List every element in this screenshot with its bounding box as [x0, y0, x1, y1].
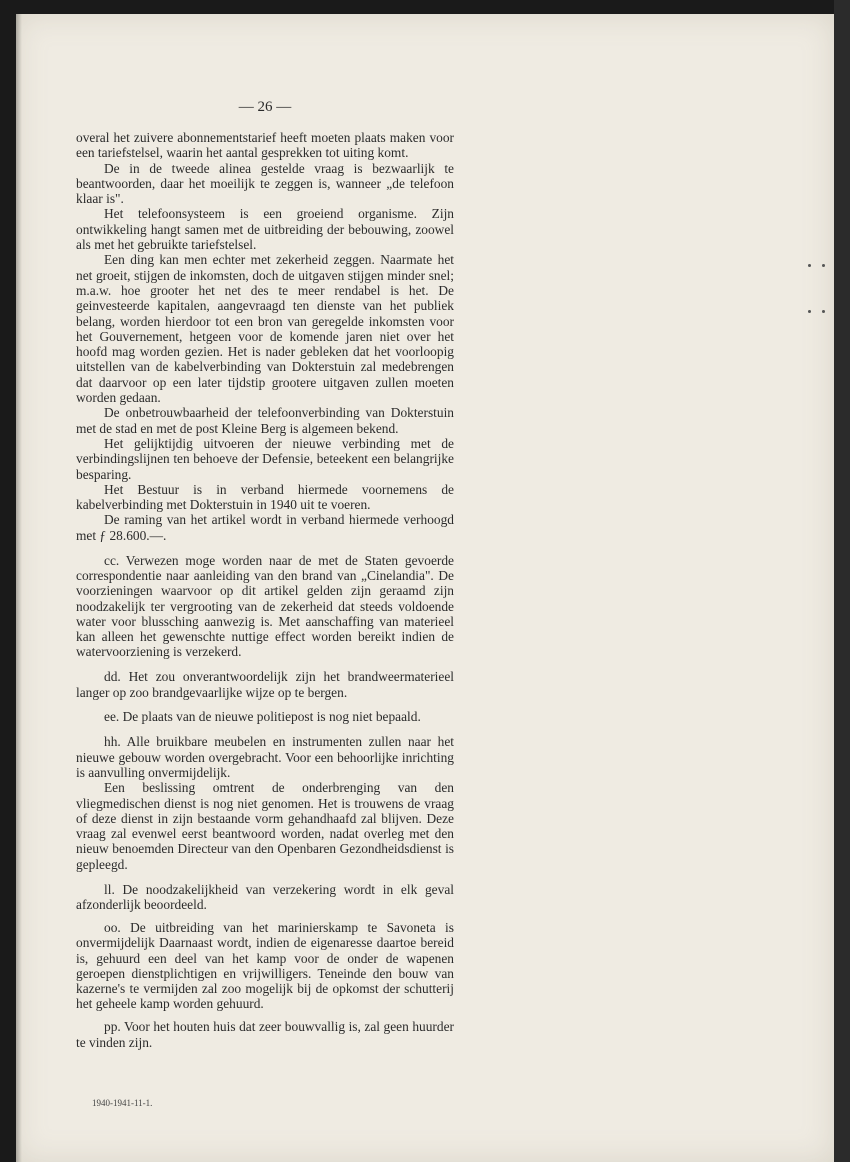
paragraph: cc. Verwezen moge worden naar de met de Staten gevoerde correspondentie naar aanleiding van den brand van „Cinelandia". De voorzieningen waarvoor op dit artikel gelden zijn geraamd zijn noodzakelijk ter vergrooting van de zekerheid dat steeds voldoende water voor blussching aanwezig is. Met aanschaffing van materieel kan alleen het gewenschte nuttige effect worden bereikt indien de watervoorziening is verzekerd.	[76, 552, 454, 660]
paragraph: Het gelijktijdig uitvoeren der nieuwe verbinding met de verbindingslijnen ten behoeve der Defensie, beteekent een belangrijke besparing.	[76, 435, 454, 482]
paragraph: ee. De plaats van de nieuwe politiepost is nog niet bepaald.	[104, 709, 421, 725]
paragraph: hh. Alle bruikbare meubelen en instrumenten zullen naar het nieuwe gebouw worden overgebracht. Voor een behoorlijke inrichting is aanvulling onvermijdelijk.	[76, 734, 454, 780]
paragraph: overal het zuivere abonnementstarief heeft moeten plaats maken voor een tariefstelsel, waarin het aantal gesprekken tot uiting komt.	[76, 130, 454, 161]
paragraph: Het Bestuur is in verband hiermede voornemens de kabelverbinding met Dokterstuin in 1940 uit te voeren.	[76, 481, 454, 513]
paragraph: dd. Het zou onverantwoordelijk zijn het brandweermaterieel langer op zoo brandgevaarlijke wijze op te bergen.	[76, 669, 454, 700]
paragraph: De onbetrouwbaarheid der telefoonverbinding van Dokterstuin met de stad en met de post Kleine Berg is algemeen bekend.	[76, 405, 454, 436]
scan-right-edge	[834, 0, 850, 1162]
paragraph: Een ding kan men echter met zekerheid zeggen. Naarmate het net groeit, stijgen de inkomsten, doch de uitgaven stijgen minder snel; m.a.w. hoe grooter het net des te meer rendabel is het. De geinvesteerde kapitalen, aangevraagd ten dienste van het publiek belang, worden hierdoor tot een bron van geregelde inkomsten voor het Gouvernement, hetgeen voor de komende jaren niet over het hoofd mag worden gezien. Het is nader gebleken dat het voorloopig uitstellen van de kabelverbinding van Dokterstuin zal medebrengen dat daarvoor op een later tijdstip grootere uitgaven zullen moeten worden gedaan.	[76, 252, 454, 406]
paragraph: Het telefoonsysteem is een groeiend organisme. Zijn ontwikkeling hangt samen met de uitbreiding der bebouwing, zoowel als met het gebruikte tariefstelsel.	[76, 206, 454, 253]
paper-edge-shadow	[16, 14, 22, 1162]
paragraph: pp. Voor het houten huis dat zeer bouwvallig is, zal geen huurder te vinden zijn.	[76, 1019, 454, 1050]
binding-hole-mark	[808, 264, 811, 267]
binding-hole-mark	[822, 264, 825, 267]
page-number: — 26 —	[238, 99, 292, 115]
footer-code: 1940-1941-11-1.	[92, 1098, 153, 1108]
paragraph: De in de tweede alinea gestelde vraag is bezwaarlijk te beantwoorden, daar het moeilijk te zeggen is, wanneer „de telefoon klaar is".	[76, 160, 454, 207]
paragraph: Een beslissing omtrent de onderbrenging van den vliegmedischen dienst is nog niet genomen. Het is trouwens de vraag of deze dienst in zijn bestaande vorm gehandhaafd zal blijven. Deze vraag zal evenwel eerst beantwoord worden, nadat overleg met den nieuw benoemden Directeur van den Openbaren Gezondheidsdienst is gepleegd.	[76, 780, 454, 872]
body-text	[76, 130, 454, 1050]
binding-hole-mark	[822, 310, 825, 313]
paragraph: oo. De uitbreiding van het marinierskamp te Savoneta is onvermijdelijk Daarnaast wordt, indien de eigenaresse daartoe bereid is, gehuurd een deel van het kamp voor de onder de wapenen geroepen dienstplichtigen en vrijwilligers. Teneinde den bouw van kazerne's te vermijden zal zoo mogelijk bij de opkomst der schutterij het geheele kamp worden gehuurd.	[76, 919, 454, 1012]
paragraph: De raming van het artikel wordt in verband hiermede verhoogd met ƒ 28.600.—.	[76, 512, 454, 543]
paragraph: ll. De noodzakelijkheid van verzekering wordt in elk geval afzonderlijk beoordeeld.	[76, 881, 454, 912]
binding-hole-mark	[808, 310, 811, 313]
